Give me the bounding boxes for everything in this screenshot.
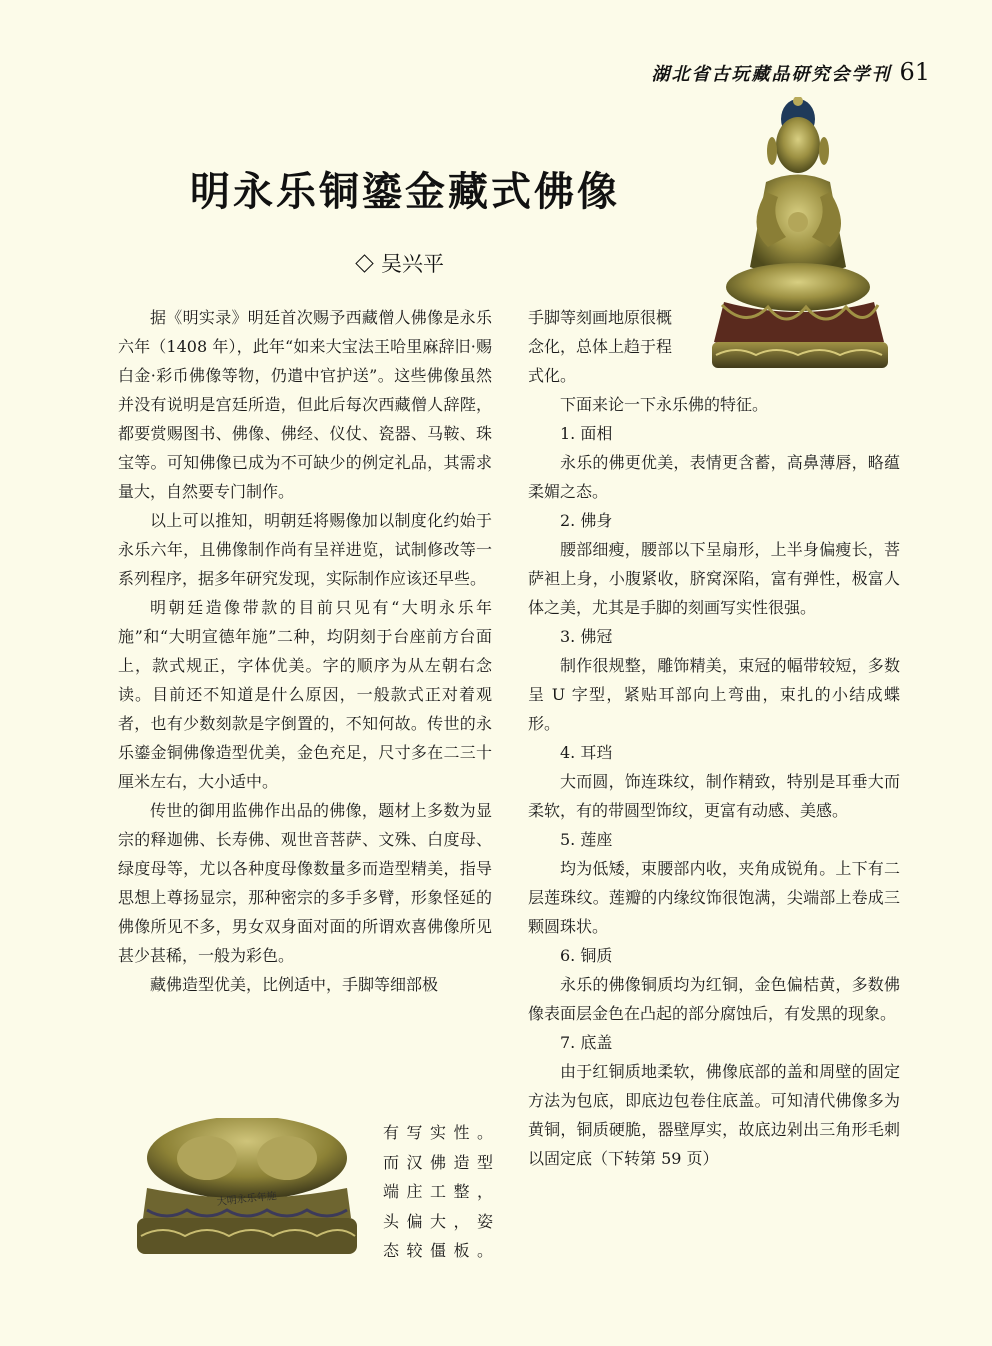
section-heading: 7. 底盖 xyxy=(560,1033,613,1052)
buddha-base-illustration xyxy=(127,1118,367,1258)
section-heading: 1. 面相 xyxy=(560,424,613,443)
buddha-statue-illustration xyxy=(706,97,892,375)
paragraph: 明朝廷造像带款的目前只见有“大明永乐年施”和“大明宣德年施”二种，均阴刻于台座前方台面上，款式规正，字体优美。字的顺序为从左朝右念读。目前还不知道是什么原因，一般款式正对着观者，也有少数刻款是字倒置的，不知何故。传世的永乐鎏金铜佛像造型优美，金色充足，尺寸多在二三十厘米左右，大小适中。 xyxy=(118,598,492,791)
line: 式化。 xyxy=(528,366,577,385)
section-heading: 5. 莲座 xyxy=(560,830,613,849)
base-inscription: 大明永乐年施 xyxy=(216,1190,278,1209)
paragraph: 传世的御用监佛作出品的佛像，题材上多数为显宗的释迦佛、长寿佛、观世音菩萨、文殊、白度母、绿度母等，尤以各种度母像数量多而造型精美，指导思想上尊扬显宗，那种密宗的多手多臂，形象怪延的佛像所见不多，男女双身面对面的所谓欢喜佛像所见甚少甚稀，一般为彩色。 xyxy=(118,801,492,965)
buddha-statue-image xyxy=(706,97,892,375)
right-column-top xyxy=(528,303,700,390)
journal-name: 湖北省古玩藏品研究会学刊 xyxy=(651,64,892,85)
paragraph: 制作很规整，雕饰精美，束冠的幅带较短，多数呈 U 字型，紧贴耳部向上弯曲，束扎的小结成蝶形。 xyxy=(528,656,900,733)
author-name: 吴兴平 xyxy=(381,252,444,276)
line: 念化，总体上趋于程 xyxy=(528,337,673,356)
running-header xyxy=(651,58,930,86)
paragraph: 由于红铜质地柔软，佛像底部的盖和周壁的固定方法为包底，即底边包卷住底盖。可知清代佛像多为黄铜，铜质硬脆，器壁厚实，故底边剁出三角形毛刺以固定底（下转第 59 页） xyxy=(528,1062,900,1168)
right-column xyxy=(528,390,900,1173)
section-heading: 3. 佛冠 xyxy=(560,627,613,646)
paragraph: 下面来论一下永乐佛的特征。 xyxy=(560,395,769,414)
wrap-line: 有写实性。 xyxy=(383,1123,493,1142)
wrap-line: 而汉佛造型 xyxy=(383,1152,493,1172)
paragraph: 据《明实录》明廷首次赐予西藏僧人佛像是永乐六年（1408 年），此年“如来大宝法王哈里麻辞旧·赐白金·彩币佛像等物，仍遣中官护送”。这些佛像虽然并没有说明是宫廷所造，但此后每次西藏僧人辞陛，都要赏赐图书、佛像、佛经、仪仗、瓷器、马鞍、珠宝等。可知佛像已成为不可缺少的例定礼品，其需求量大，自然要专门制作。 xyxy=(118,308,492,501)
paragraph: 均为低矮，束腰部内收，夹角成锐角。上下有二层莲珠纹。莲瓣的内缘纹饰很饱满，尖端部上卷成三颗圆珠状。 xyxy=(528,859,900,936)
wrap-line: 端庄工整， xyxy=(383,1182,493,1201)
paragraph: 永乐的佛像铜质均为红铜，金色偏桔黄，多数佛像表面层金色在凸起的部分腐蚀后，有发黑的现象。 xyxy=(528,975,900,1023)
line: 手脚等刻画地原很概 xyxy=(528,308,673,327)
left-column xyxy=(118,303,492,999)
left-column-wrap xyxy=(383,1118,493,1266)
page-number: 61 xyxy=(899,58,930,86)
author-line xyxy=(358,248,444,278)
paragraph: 大而圆，饰连珠纹，制作精致，特别是耳垂大而柔软，有的带圆型饰纹，更富有动感、美感。 xyxy=(528,772,900,820)
paragraph: 永乐的佛更优美，表情更含蓄，高鼻薄唇，略蕴柔媚之态。 xyxy=(528,453,900,501)
section-heading: 6. 铜质 xyxy=(560,946,613,965)
wrap-line: 态较僵板。 xyxy=(383,1241,493,1260)
wrap-line: 头偏大，姿 xyxy=(383,1211,493,1231)
article-title: 明永乐铜鎏金藏式佛像 xyxy=(190,169,620,215)
section-heading: 2. 佛身 xyxy=(560,511,613,530)
diamond-icon xyxy=(355,254,373,272)
section-heading: 4. 耳珰 xyxy=(560,743,613,762)
paragraph: 藏佛造型优美，比例适中，手脚等细部极 xyxy=(150,975,439,994)
paragraph: 以上可以推知，明朝廷将赐像加以制度化约始于永乐六年，且佛像制作尚有呈祥进览，试制修改等一系列程序，据多年研究发现，实际制作应该还早些。 xyxy=(118,511,492,588)
buddha-base-image xyxy=(127,1118,367,1258)
paragraph: 腰部细瘦，腰部以下呈扇形，上半身偏瘦长，菩萨袒上身，小腹紧收，脐窝深陷，富有弹性，极富人体之美，尤其是手脚的刻画写实性很强。 xyxy=(528,540,900,617)
